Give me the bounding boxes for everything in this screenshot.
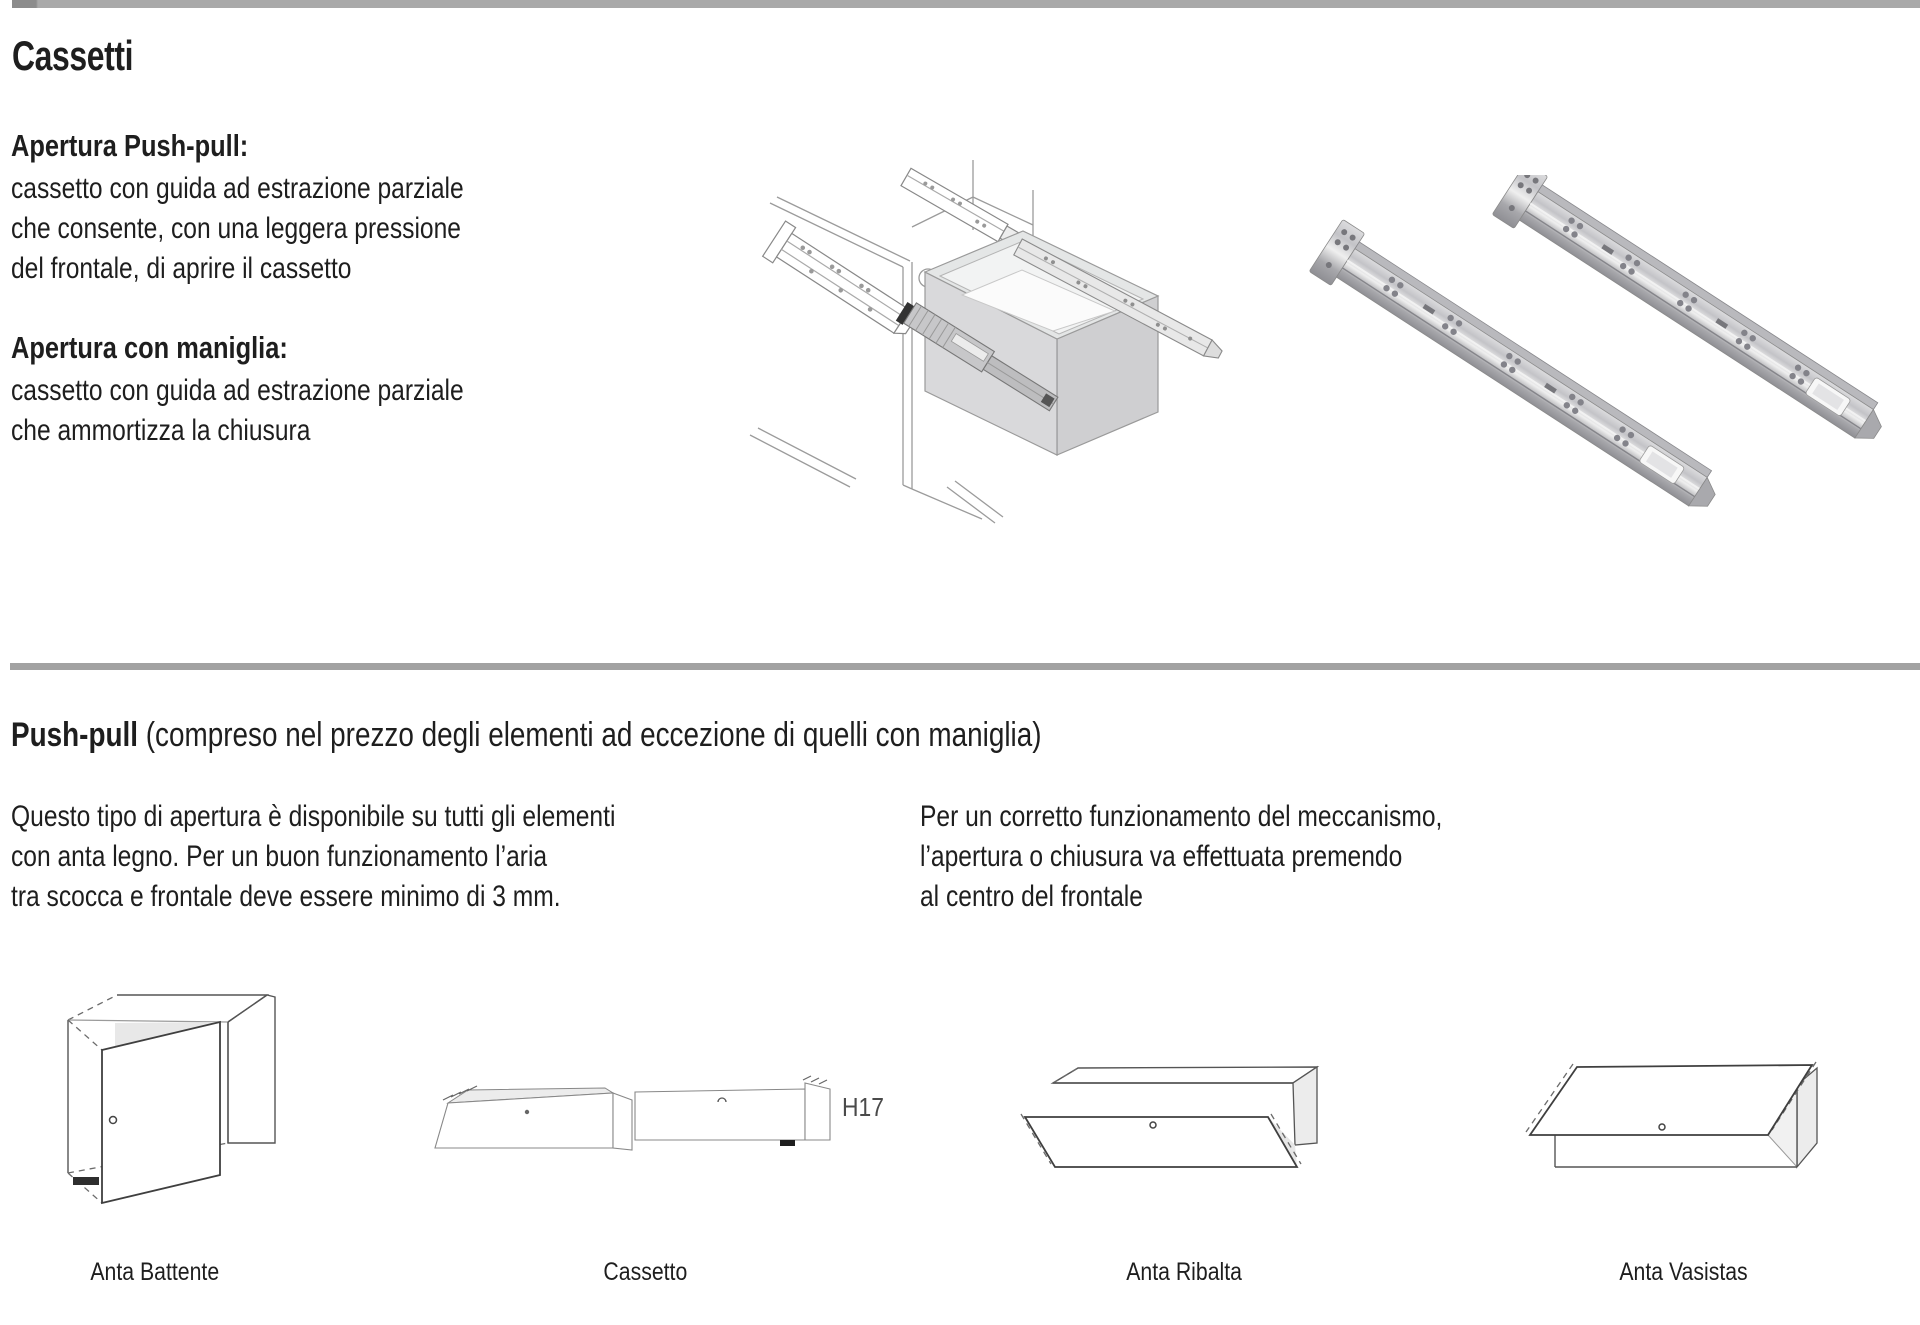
- section-heading-bold: Push-pull: [11, 716, 139, 754]
- anta-ribalta-illustration: [1015, 1050, 1355, 1185]
- body-line: che ammortizza la chiusura: [11, 414, 311, 447]
- body-line: che consente, con una leggera pressione: [11, 212, 461, 245]
- col-left-line: tra scocca e frontale deve essere minimo di 3 mm.: [11, 880, 561, 913]
- block-heading-push-pull: Apertura Push-pull:: [11, 128, 249, 163]
- cassetto-illustration: [425, 1070, 905, 1170]
- col-right-line: Per un corretto funzionamento del meccanismo,: [920, 800, 1443, 833]
- drawer-cabinet-illustration: [610, 115, 1260, 555]
- body-line: del frontale, di aprire il cassetto: [11, 252, 352, 285]
- caption-anta-ribalta: Anta Ribalta: [1126, 1258, 1242, 1286]
- section-rule: [10, 663, 1920, 670]
- block-heading-maniglia: Apertura con maniglia:: [11, 330, 288, 365]
- anta-battente-illustration: [50, 985, 350, 1265]
- col-left-line: Questo tipo di apertura è disponibile su tutti gli elementi: [11, 800, 616, 833]
- caption-anta-vasistas: Anta Vasistas: [1619, 1258, 1749, 1286]
- caption-cassetto: Cassetto: [603, 1258, 687, 1286]
- caption-anta-battente: Anta Battente: [90, 1258, 220, 1286]
- drawer-height-label: H17: [842, 1092, 884, 1122]
- body-line: cassetto con guida ad estrazione parziale: [11, 374, 464, 407]
- body-line: cassetto con guida ad estrazione parziale: [11, 172, 464, 205]
- col-right-line: l’apertura o chiusura va effettuata premendo: [920, 840, 1403, 873]
- col-left-line: con anta legno. Per un buon funzionamento l’aria: [11, 840, 548, 873]
- section-heading-push-pull: [11, 716, 1041, 755]
- section-heading-rest: (compreso nel prezzo degli elementi ad eccezione di quelli con maniglia): [138, 716, 1042, 754]
- top-rule: [12, 0, 1920, 8]
- page-title: Cassetti: [12, 32, 134, 79]
- col-right-line: al centro del frontale: [920, 880, 1143, 913]
- anta-vasistas-illustration: [1520, 1045, 1865, 1180]
- drawer-slides-illustration: [1300, 175, 1920, 515]
